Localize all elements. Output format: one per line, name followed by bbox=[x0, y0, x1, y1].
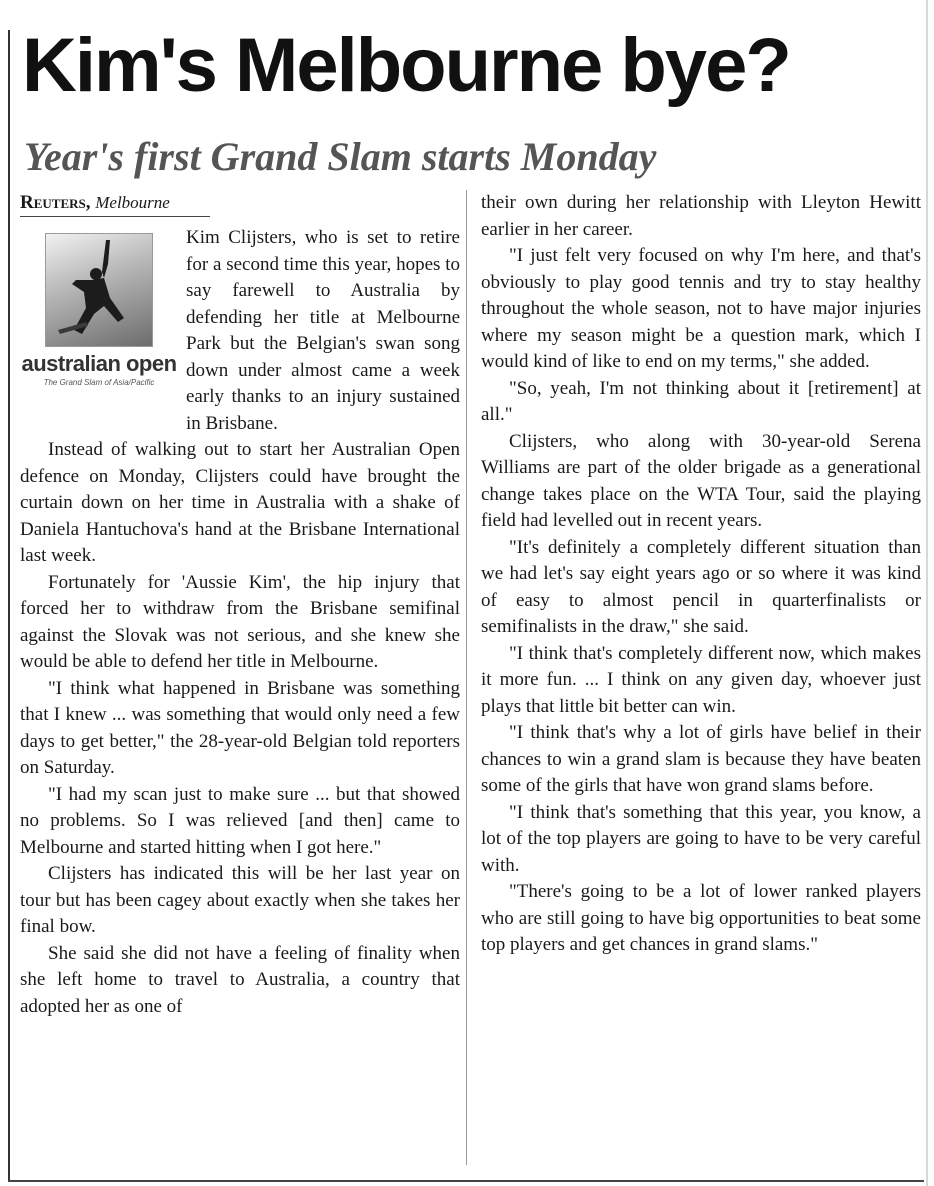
paragraph: "There's going to be a lot of lower ranked players who are still going to have big opportunities to beat some top players and get chances in grand slams." bbox=[481, 881, 921, 955]
paragraph: Clijsters, who along with 30-year-old Serena Williams are part of the older brigade as a generational change takes place on the WTA Tour, said the playing field had levelled out in recent years. bbox=[481, 430, 921, 531]
paragraph: "I think that's completely different now, which makes it more fun. ... I think on any given day, whoever just plays that little bit better can win. bbox=[481, 642, 921, 717]
subheadline: Year's first Grand Slam starts Monday bbox=[24, 134, 657, 179]
paragraph: "I just felt very focused on why I'm here, and that's obviously to play good tennis and try to stay healthy throughout the whole season, not to have major injuries where my season might be a question mark, which I would kind of like to end on my terms," she added. bbox=[481, 245, 921, 372]
paragraph: "So, yeah, I'm not thinking about it [retirement] at all." bbox=[481, 377, 921, 425]
paragraph: "I think that's something that this year, you know, a lot of the top players are going to have to be very careful with. bbox=[481, 801, 921, 876]
paragraph: Clijsters has indicated this will be her last year on tour but has been cagey about exactly when she takes her final bow. bbox=[20, 863, 460, 937]
headline: Kim's Melbourne bye? bbox=[22, 23, 790, 108]
byline-agency: Reuters, bbox=[20, 192, 91, 213]
right-edge-rule bbox=[926, 0, 928, 1186]
player-silhouette-icon bbox=[46, 234, 152, 346]
paragraph: their own during her relationship with Lleyton Hewitt earlier in her career. bbox=[481, 192, 921, 240]
byline bbox=[20, 190, 210, 217]
paragraph: Fortunately for 'Aussie Kim', the hip injury that forced her to withdraw from the Brisbane semifinal against the Slovak was not serious, and she knew she would be able to defend her title in Melbourne. bbox=[20, 571, 460, 672]
logo-wordmark: australian open bbox=[21, 351, 177, 376]
paragraph: "I think that's why a lot of girls have belief in their chances to win a grand slam is because they have beaten some of the girls that have won grand slams before. bbox=[481, 722, 921, 796]
paragraph: "I had my scan just to make sure ... but that showed no problems. So I was relieved [and then] came to Melbourne and started hitting when I got here." bbox=[20, 783, 460, 858]
logo-tagline: The Grand Slam of Asia/Pacific bbox=[43, 378, 155, 387]
australian-open-logo bbox=[20, 225, 178, 413]
paragraph: Kim Clijsters, who is set to retire for a second time this year, hopes to say farewell to Australia by defending her title at Melbourne Park but the Belgian's swan song down under almost came a week early thanks to an injury sustained in Brisbane. bbox=[186, 227, 460, 434]
paragraph: She said she did not have a feeling of finality when she left home to travel to Australia, a country that adopted her as one of bbox=[20, 942, 460, 1017]
paragraph: "It's definitely a completely different situation than we had let's say eight years ago or so where it was kind of easy to almost pencil in quarterfinalists or semifinalists in the draw," she said. bbox=[481, 536, 921, 637]
byline-city: Melbourne bbox=[95, 193, 170, 212]
paragraph: Instead of walking out to start her Australian Open defence on Monday, Clijsters could have brought the curtain down on her time in Australia with a shake of Daniela Hantuchova's hand at the Brisbane International last week. bbox=[20, 439, 460, 566]
left-column-rule bbox=[8, 30, 10, 1180]
column-divider bbox=[466, 190, 467, 1165]
paragraph: "I think what happened in Brisbane was something that I knew ... was something that would only need a few days to get better," the 28-year-old Belgian told reporters on Saturday. bbox=[20, 677, 460, 778]
article-column-right bbox=[481, 190, 921, 959]
article-column-left bbox=[20, 190, 460, 1020]
bottom-rule bbox=[8, 1180, 924, 1182]
logo-player-image bbox=[45, 233, 153, 347]
